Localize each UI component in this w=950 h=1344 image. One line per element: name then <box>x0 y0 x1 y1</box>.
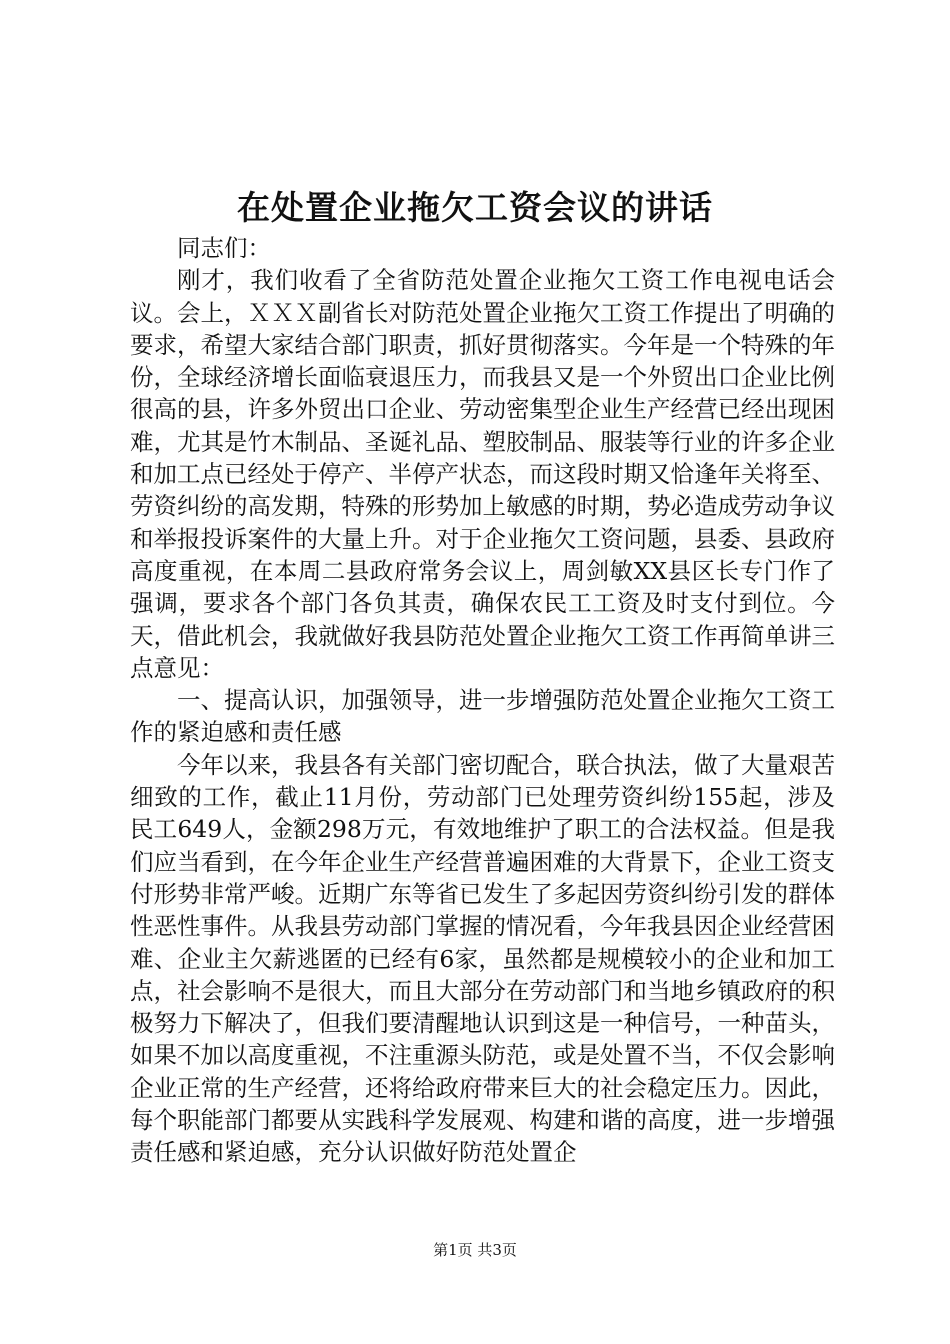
body-paragraph: 今年以来，我县各有关部门密切配合，联合执法，做了大量艰苦细致的工作，截止11月份，劳动部门已处理劳资纠纷155起，涉及民工649人，金额298万元，有效地维护了职工的合法权益。但是我们应当看到，在今年企业生产经营普遍困难的大背景下，企业工资支付形势非常严峻。近期广东等省已发生了多起因劳资纠纷引发的群体性恶性事件。从我县劳动部门掌握的情况看，今年我县因企业经营困难、企业主欠薪逃匿的已经有6家，虽然都是规模较小的企业和加工点，社会影响不是很大，而且大部分在劳动部门和当地乡镇政府的积极努力下解决了，但我们要清醒地认识到这是一种信号，一种苗头，如果不加以高度重视，不注重源头防范，或是处置不当，不仅会影响企业正常的生产经营，还将给政府带来巨大的社会稳定压力。因此，每个职能部门都要从实践科学发展观、构建和谐的高度，进一步增强责任感和紧迫感，充分认识做好防范处置企 <box>130 750 835 1167</box>
greeting-paragraph: 同志们： <box>177 234 271 262</box>
document-title: 在处置企业拖欠工资会议的讲话 <box>237 188 713 227</box>
document-body <box>130 232 835 1169</box>
section-heading: 一、提高认识，加强领导，进一步增强防范处置企业拖欠工资工作的紧迫感和责任感 <box>130 686 835 747</box>
page-number-footer: 第1页 共3页 <box>433 1241 517 1259</box>
body-paragraph: 刚才，我们收看了全省防范处置企业拖欠工资工作电视电话会议。会上，ＸＸＸ副省长对防范处置企业拖欠工资工作提出了明确的要求，希望大家结合部门职责，抓好贯彻落实。今年是一个特殊的年份，全球经济增长面临衰退压力，而我县又是一个外贸出口企业比例很高的县，许多外贸出口企业、劳动密集型企业生产经营已经出现困难，尤其是竹木制品、圣诞礼品、塑胶制品、服装等行业的许多企业和加工点已经处于停产、半停产状态，而这段时期又恰逢年关将至、劳资纠纷的高发期，特殊的形势加上敏感的时期，势必造成劳动争议和举报投诉案件的大量上升。对于企业拖欠工资问题，县委、县政府高度重视，在本周二县政府常务会议上，周剑敏XX县区长专门作了强调，要求各个部门各负其责，确保农民工工资及时支付到位。今天，借此机会，我就做好我县防范处置企业拖欠工资工作再简单讲三点意见： <box>130 266 835 682</box>
